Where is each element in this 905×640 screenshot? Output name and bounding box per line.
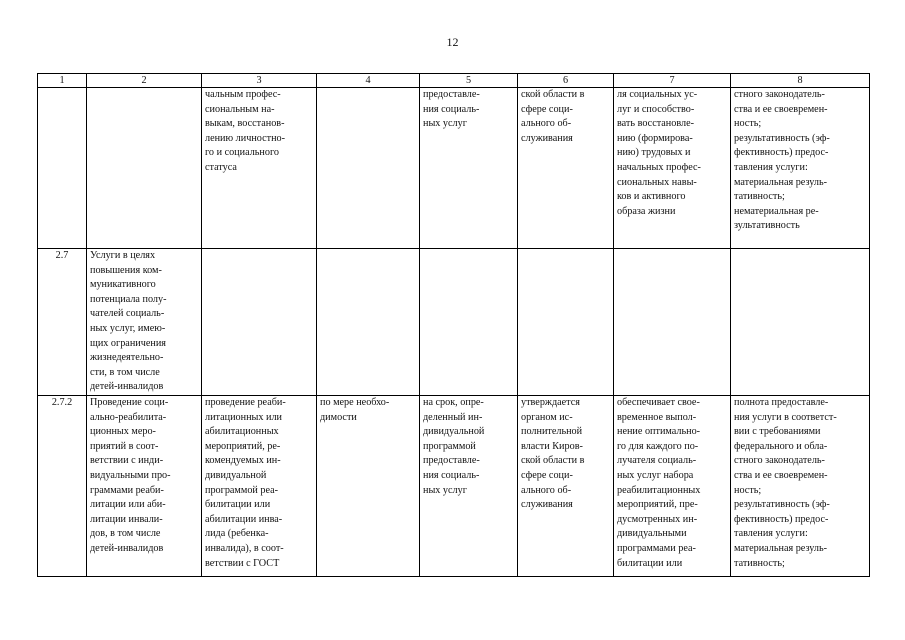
- term-cell: предоставле- ния социаль- ных услуг: [420, 88, 518, 249]
- services-table: [37, 73, 870, 577]
- evaluation-conditions-cell: [731, 249, 870, 396]
- row-number-cell: 2.7: [38, 249, 87, 396]
- tariff-cell: [518, 249, 614, 396]
- column-header: 5: [420, 74, 518, 88]
- service-name-cell: Услуги в целях повышения ком- муникативного потенциала полу- чателей социаль- ных услуг, имею- щих ограничения жизнедеятельно- сти, в том числе детей-инвалидов: [87, 249, 202, 396]
- column-header: 4: [317, 74, 420, 88]
- volume-cell: [317, 249, 420, 396]
- tariff-cell: утверждается органом ис- полнительной власти Киров- ской области в сфере соци- ального об- служивания: [518, 396, 614, 577]
- quality-indicators-cell: обеспечивает свое- временное выпол- нение оптимально- го для каждого по- лучателя социаль- ных услуг набора реабилитационных мероприятий, пре- дусмотренных ин- дивидуальными программами реа- билитации или: [614, 396, 731, 577]
- evaluation-conditions-cell: стного законодатель- ства и ее своевремен- ность; результативность (эф- фективность) предос- тавления услуги: материальная резуль- тативность; нематериальная ре- зультативность: [731, 88, 870, 249]
- quality-indicators-cell: ля социальных ус- луг и способство- вать восстановле- нию (формирова- нию) трудовых и начальных профес- сиональных навы- ков и активного образа жизни: [614, 88, 731, 249]
- quality-indicators-cell: [614, 249, 731, 396]
- tariff-cell: ской области в сфере соци- ального об- служивания: [518, 88, 614, 249]
- table-header-row: [38, 74, 870, 88]
- service-name-cell: Проведение соци- ально-реабилита- ционных меро- приятий в соот- ветствии с инди- видуальными про- граммами реаби- литации или аби- литации инвали- дов, в том числе детей-инвалидов: [87, 396, 202, 577]
- volume-cell: [317, 88, 420, 249]
- service-content-cell: проведение реаби- литационных или абилитационных мероприятий, ре- комендуемых ин- дивидуальной программой реа- билитации или абилитации инва- лида (ребенка- инвалида), в соот- ветствии с ГОСТ: [202, 396, 317, 577]
- column-header: 6: [518, 74, 614, 88]
- service-content-cell: чальным профес- сиональным на- выкам, восстанов- лению личностно- го и социального статуса: [202, 88, 317, 249]
- row-number-cell: 2.7.2: [38, 396, 87, 577]
- term-cell: на срок, опре- деленный ин- дивидуальной программой предоставле- ния социаль- ных услуг: [420, 396, 518, 577]
- column-header: 7: [614, 74, 731, 88]
- service-name-cell: [87, 88, 202, 249]
- column-header: 2: [87, 74, 202, 88]
- table-row: [38, 88, 870, 249]
- evaluation-conditions-cell: полнота предоставле- ния услуги в соответст- вии с требованиями федерального и обла- стного законодатель- ства и ее своевремен- ность; результативность (эф- фективность) предос- тавления услуги: материальная резуль- тативность;: [731, 396, 870, 577]
- volume-cell: по мере необхо- димости: [317, 396, 420, 577]
- service-content-cell: [202, 249, 317, 396]
- table-row: [38, 249, 870, 396]
- column-header: 1: [38, 74, 87, 88]
- row-number-cell: [38, 88, 87, 249]
- table-row: [38, 396, 870, 577]
- column-header: 8: [731, 74, 870, 88]
- column-header: 3: [202, 74, 317, 88]
- page-number: 12: [446, 35, 459, 49]
- term-cell: [420, 249, 518, 396]
